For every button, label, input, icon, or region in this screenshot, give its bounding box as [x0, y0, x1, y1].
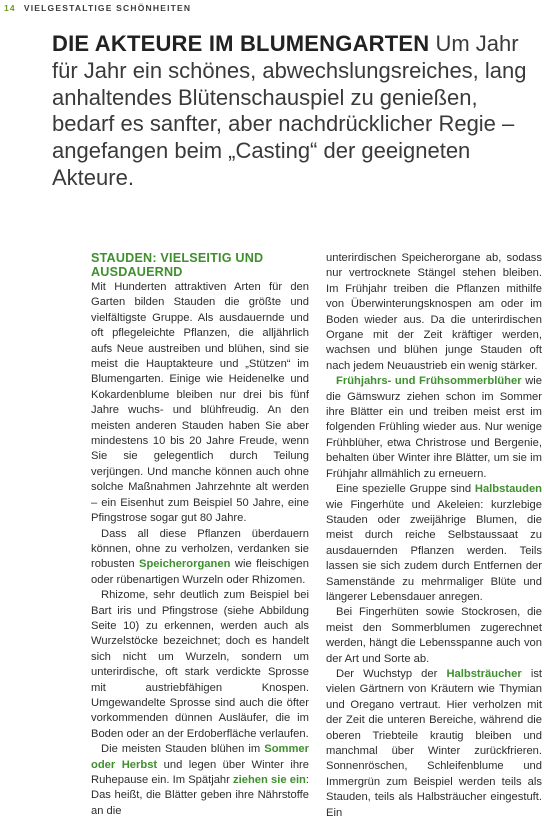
- intro-paragraph: [52, 31, 538, 192]
- intro-text: Um Jahr für Jahr ein schönes, abwechslungsreiches, lang anhaltendes Blütenschauspiel zu genießen, bedarf es sanfter, aber nachdrücklicher Regie – angefangen beim „Casting“ der geeigneten Akteure.: [52, 31, 527, 190]
- section-title: VIELGESTALTIGE SCHÖNHEITEN: [23, 3, 192, 13]
- paragraph-8: Bei Fingerhüten sowie Stockrosen, die meist den Sommerblumen zugerechnet werden, hängt die Lebensspanne auch von der Art und Sorte ab.: [326, 606, 542, 665]
- section-heading: STAUDEN: VIELSEITIG UND AUSDAUERND: [91, 251, 264, 279]
- highlight-sommer-herbst: Sommer oder Herbst: [91, 743, 310, 771]
- highlight-speicherorganen: Speicherorganen: [139, 558, 231, 571]
- paragraph-9: Der Wuchstyp der Halbsträucher ist vielen Gärtnern von Kräutern wie Thymian und Oregano vertraut. Hier verholzen mit der Zeit die unteren Bereiche, während die oberen Triebteile krautig bleiben und manchmal über Winter zurückfrieren. Sonnenröschen, Schleifenblume und Immergrün zum Beispiel werden teils als Stauden, teils als Halbsträucher eingestuft. Ein: [326, 667, 543, 819]
- left-column: [91, 251, 309, 819]
- paragraph-3: Rhizome, sehr deutlich zum Beispiel bei Bart iris und Pfingstrose (siehe Abbildung Seite 10) zu erkennen, werden auch als Wurzelstöcke bezeichnet; doch es handelt sich nicht um Wurzeln, sondern um unterirdische, oft stark verdickte Sprosse mit austriebfähigen Knospen. Umgewandelte Sprosse sind auch die öfter vorkommenden dünnen Ausläufer, die im Boden oder an der Erdoberfläche verlaufen.: [91, 589, 309, 740]
- paragraph-4: Die meisten Stauden blühen im Sommer oder Herbst und legen über Winter ihre Ruhepause ein. Im Spätjahr ziehen sie ein: Das heißt, die Blätter geben ihre Nährstoffe an die: [91, 743, 310, 817]
- paragraph-6: Frühjahrs- und Frühsommerblüher wie die Gämswurz ziehen schon im Sommer ihre Blätter ein und treiben meist erst im folgenden Frühling wieder aus. Nur wenige Frühblüher, etwa Christrose und Bergenie, behalten über Winter ihre Blätter, um sie im Frühjahr allmählich zu erneuern.: [326, 375, 543, 480]
- paragraph-7: Eine spezielle Gruppe sind Halbstauden wie Fingerhüte und Akeleien: kurzlebige Stauden oder zweijährige Blumen, die meist durch reiche Selbstaussaat zu ausdauernden Pflanzen werden. Teils lassen sie sich zudem durch Entfernen der Samenstände zu mehrmaliger Blüte und längerer Lebensdauer anregen.: [326, 483, 543, 603]
- highlight-halbstauden: Halbstauden: [474, 483, 543, 496]
- running-head: [4, 3, 191, 13]
- highlight-fruehblueher: Frühjahrs- und Frühsommerblüher: [336, 375, 522, 388]
- paragraph-1: Mit Hunderten attraktiven Arten für den Garten bilden Stauden die größte und vielfältigste Gruppe. Als ausdauernde und oft pflegeleichte Pflanzen, die alljährlich aufs Neue austreiben und blühen, sind sie meist die Hauptakteure und „Stützen“ im Blumengarten. Einige wie Heidenelke und Kokardenblume bleiben nur drei bis fünf Jahre wuchs- und blühfreudig. An den meisten anderen Stauden haben Sie aber mindestens 10 bis 20 Jahre Freude, wenn Sie sie gelegentlich durch Teilung verjüngen. Und manche können auch ohne solche Maßnahmen Jahrzehnte alt werden – ein Eisenhut zum Beispiel 50 Jahre, eine Pfingstrose sogar gut 80 Jahre.: [91, 281, 309, 525]
- paragraph-2: Dass all diese Pflanzen überdauern können, ohne zu verholzen, verdanken sie robusten Speicherorganen wie fleischigen oder rübenartigen Wurzeln oder Rhizomen.: [91, 527, 309, 586]
- right-column: [326, 251, 542, 821]
- highlight-halbstraeucher: Halbsträucher: [446, 667, 522, 680]
- paragraph-5: unterirdischen Speicherorgane ab, sodass nur vertrocknete Stängel stehen bleiben. Im Frühjahr treiben die Pflanzen mithilfe von Überwinterungsknospen am oder im Boden wieder aus. Da die unterirdischen Organe mit der Zeit kräftiger werden, wachsen und blühen junge Stauden oft nach jedem Neuaustrieb ein wenig stärker.: [326, 252, 542, 372]
- page-title: DIE AKTEURE IM BLUMENGARTEN: [52, 31, 430, 56]
- page-number: 14: [4, 3, 16, 13]
- highlight-ziehen-ein: ziehen sie ein: [233, 774, 306, 786]
